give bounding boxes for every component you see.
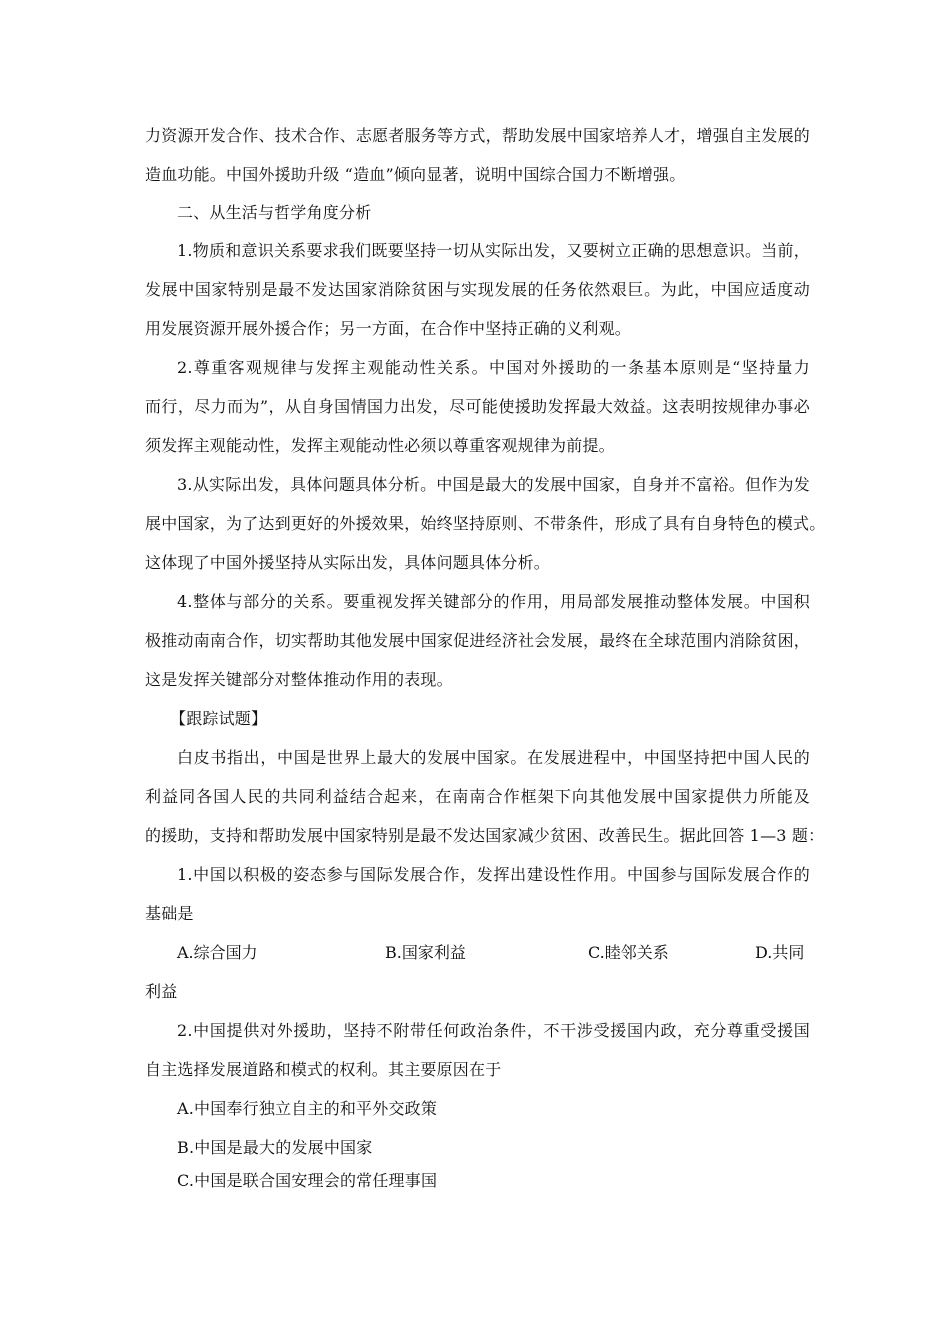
question-1-option-d: D.共同 (755, 943, 805, 962)
section-heading: 二、从生活与哲学角度分析 (177, 203, 372, 222)
question-1-option-c: C.睦邻关系 (588, 943, 669, 962)
intro-line: 白皮书指出，中国是世界上最大的发展中国家。在发展进程中，中国坚持把中国人民的 (177, 748, 810, 767)
point-1-line: 发展中国家特别是最不发达国家消除贫困与实现发展的任务依然艰巨。为此，中国应适度动 (145, 280, 810, 299)
point-3-line: 这体现了中国外援坚持从实际出发，具体问题具体分析。 (145, 553, 551, 572)
question-2-option-b: B.中国是最大的发展中国家 (177, 1138, 373, 1157)
tracking-heading: 【跟踪试题】 (170, 709, 268, 728)
point-2-line: 2.尊重客观规律与发挥主观能动性关系。中国对外援助的一条基本原则是“坚持量力 (177, 358, 810, 377)
paragraph-line: 力资源开发合作、技术合作、志愿者服务等方式，帮助发展中国家培养人才，增强自主发展的 (145, 126, 810, 145)
intro-line: 利益同各国人民的共同利益结合起来，在南南合作框架下向其他发展中国家提供力所能及 (145, 787, 810, 806)
paragraph-line: 造血功能。中国外援助升级 “造血”倾向显著，说明中国综合国力不断增强。 (145, 165, 686, 184)
question-1-option-b: B.国家利益 (385, 943, 466, 962)
point-1-line: 1.物质和意识关系要求我们既要坚持一切从实际出发，又要树立正确的思想意识。当前， (177, 241, 810, 260)
point-2-line: 须发挥主观能动性，发挥主观能动性必须以尊重客观规律为前提。 (145, 436, 615, 455)
question-1-option-d-wrap: 利益 (145, 982, 178, 1001)
point-4-line: 4.整体与部分的关系。要重视发挥关键部分的作用，用局部发展推动整体发展。中国积 (177, 592, 810, 611)
point-4-line: 极推动南南合作，切实帮助其他发展中国家促进经济社会发展，最终在全球范围内消除贫困， (145, 631, 810, 650)
point-4-line: 这是发挥关键部分对整体推动作用的表现。 (145, 670, 453, 689)
question-2-stem: 自主选择发展道路和模式的权利。其主要原因在于 (145, 1060, 502, 1079)
point-2-line: 而行，尽力而为”，从自身国情国力出发，尽可能使援助发挥最大效益。这表明按规律办事必 (145, 397, 810, 416)
question-2-option-c: C.中国是联合国安理会的常任理事国 (177, 1171, 438, 1190)
question-2-stem: 2.中国提供对外援助，坚持不附带任何政治条件，不干涉受援国内政，充分尊重受援国 (177, 1021, 810, 1040)
point-1-line: 用发展资源开展外援合作；另一方面，在合作中坚持正确的义利观。 (145, 319, 632, 338)
question-1-option-a: A.综合国力 (177, 943, 258, 962)
intro-line: 的援助，支持和帮助发展中国家特别是最不发达国家减少贫困、改善民生。据此回答 1—3 题： (145, 826, 825, 845)
question-2-option-a: A.中国奉行独立自主的和平外交政策 (177, 1099, 438, 1118)
question-1-stem: 基础是 (145, 904, 194, 923)
point-3-line: 3.从实际出发，具体问题具体分析。中国是最大的发展中国家，自身并不富裕。但作为发 (177, 475, 810, 494)
question-1-stem: 1.中国以积极的姿态参与国际发展合作，发挥出建设性作用。中国参与国际发展合作的 (177, 865, 810, 884)
point-3-line: 展中国家，为了达到更好的外援效果，始终坚持原则、不带条件，形成了具有自身特色的模式。 (145, 514, 826, 533)
